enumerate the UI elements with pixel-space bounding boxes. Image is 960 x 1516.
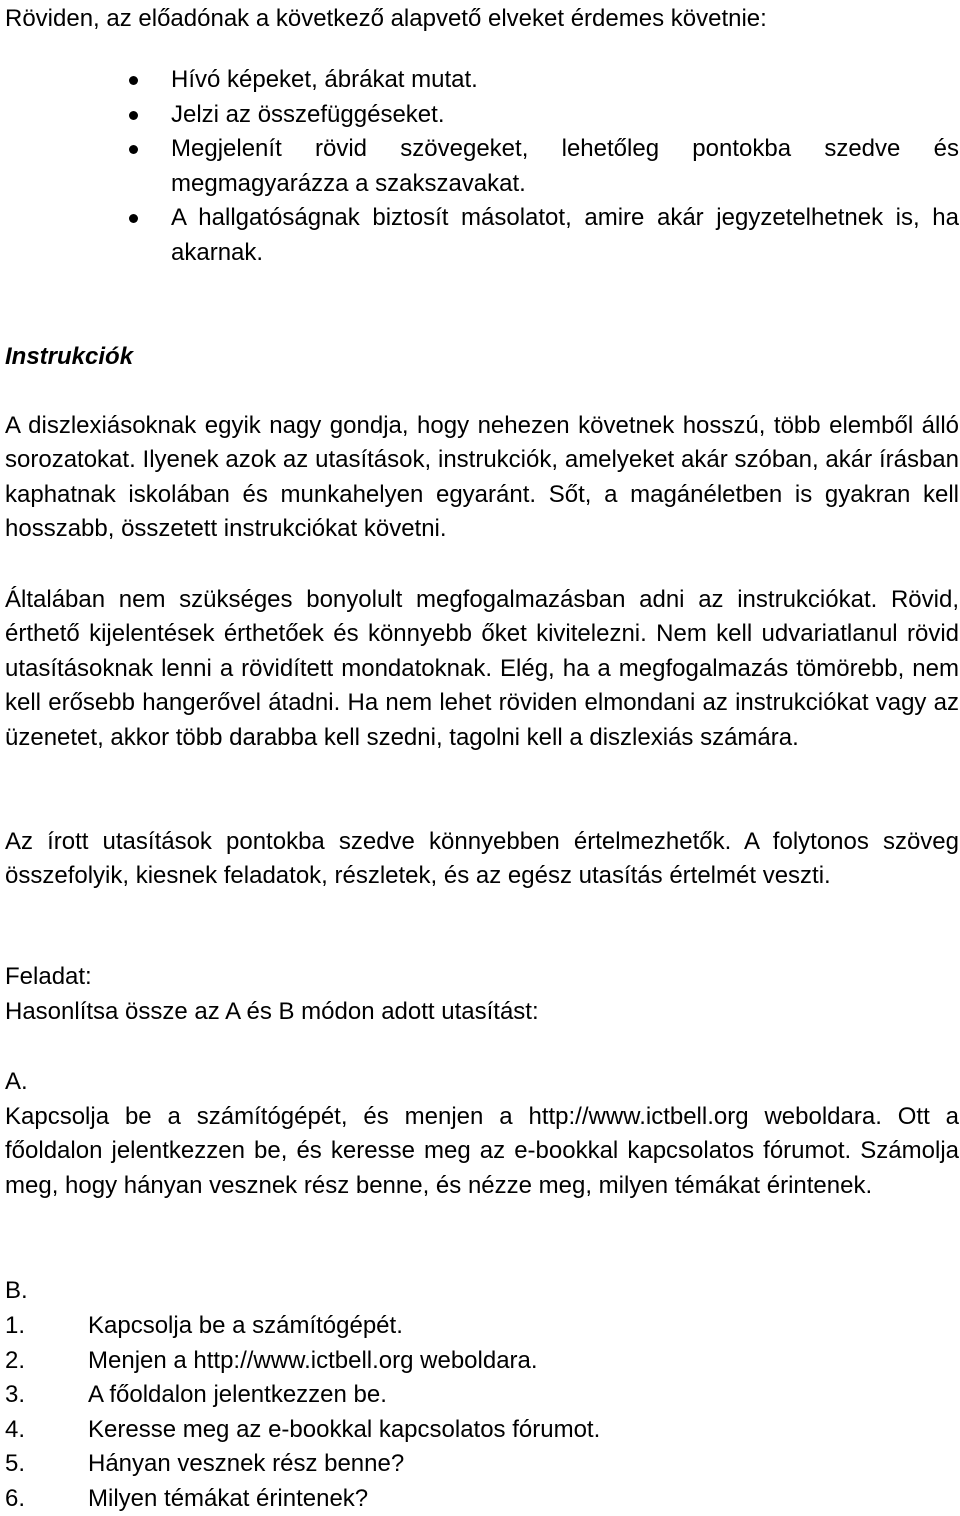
step-text: Milyen témákat érintenek? [88, 1482, 368, 1516]
step-text: Keresse meg az e-bookkal kapcsolatos fórumot. [88, 1413, 600, 1448]
intro-text: Röviden, az előadónak a következő alapvető elveket érdemes követnie: [5, 2, 959, 36]
section-heading: Instrukciók [5, 340, 133, 374]
step-number: 6. [5, 1482, 25, 1516]
step-number: 1. [5, 1309, 25, 1344]
step-text: Hányan vesznek rész benne? [88, 1447, 404, 1482]
list-item [5, 98, 959, 133]
step-text: Kapcsolja be a számítógépét. [88, 1309, 403, 1344]
step-text: A főoldalon jelentkezzen be. [88, 1378, 387, 1413]
list-item-text: Jelzi az összefüggéseket. [171, 101, 444, 128]
paragraph-written-instructions: Az írott utasítások pontokba szedve könnyebben értelmezhetők. A folytonos szöveg összefolyik, kiesnek feladatok, részletek, és az egész utasítás értelmét veszti. [5, 825, 959, 894]
principles-list [5, 63, 959, 270]
paragraph-simple-instructions: Általában nem szükséges bonyolult megfogalmazásban adni az instrukciókat. Rövid, érthető kijelentések érthetőek és könnyebb őket kivitelezni. Nem kell udvariatlanul rövid utasításoknak lenni a rövidített mondatoknak. Elég, ha a megfogalmazás tömörebb, nem kell erősebb hangerővel átadni. Ha nem lehet röviden elmondani az instrukciókat vagy az üzenetet, akkor több darabba kell szedni, tagolni kell a diszlexiás számára. [5, 583, 959, 755]
bullet-icon [129, 145, 138, 154]
step-text: Menjen a http://www.ictbell.org weboldara. [88, 1344, 538, 1379]
list-item [5, 63, 959, 98]
list-item-text: A hallgatóságnak biztosít másolatot, amire akár jegyzetelhetnek is, ha akarnak. [171, 204, 959, 266]
step-number: 2. [5, 1344, 25, 1379]
variant-b-label: B. [5, 1274, 28, 1308]
list-item-text: Megjelenít rövid szövegeket, lehetőleg pontokba szedve és megmagyarázza a szakszavakat. [171, 135, 959, 197]
step-number: 5. [5, 1447, 25, 1482]
variant-a-label: A. [5, 1065, 28, 1099]
step-number: 4. [5, 1413, 25, 1448]
step-number: 3. [5, 1378, 25, 1413]
list-item [5, 132, 959, 201]
variant-a-text: Kapcsolja be a számítógépét, és menjen a http://www.ictbell.org weboldara. Ott a főoldalon jelentkezzen be, és keresse meg az e-bookkal kapcsolatos fórumot. Számolja meg, hogy hányan vesznek rész benne, és nézze meg, milyen témákat érintenek. [5, 1100, 959, 1203]
bullet-icon [129, 76, 138, 85]
paragraph-dyslexia-sequences: A diszlexiásoknak egyik nagy gondja, hogy nehezen követnek hosszú, több elemből álló sorozatokat. Ilyenek azok az utasítások, instrukciók, amelyeket akár szóban, akár írásban kaphatnak iskolában és munkahelyen egyaránt. Sőt, a magánéletben is gyakran kell hosszabb, összetett instrukciókat követni. [5, 409, 959, 547]
list-item [5, 201, 959, 270]
bullet-icon [129, 111, 138, 120]
task-text: Hasonlítsa össze az A és B módon adott utasítást: [5, 995, 539, 1029]
bullet-icon [129, 214, 138, 223]
task-label: Feladat: [5, 960, 92, 994]
list-item-text: Hívó képeket, ábrákat mutat. [171, 66, 478, 93]
